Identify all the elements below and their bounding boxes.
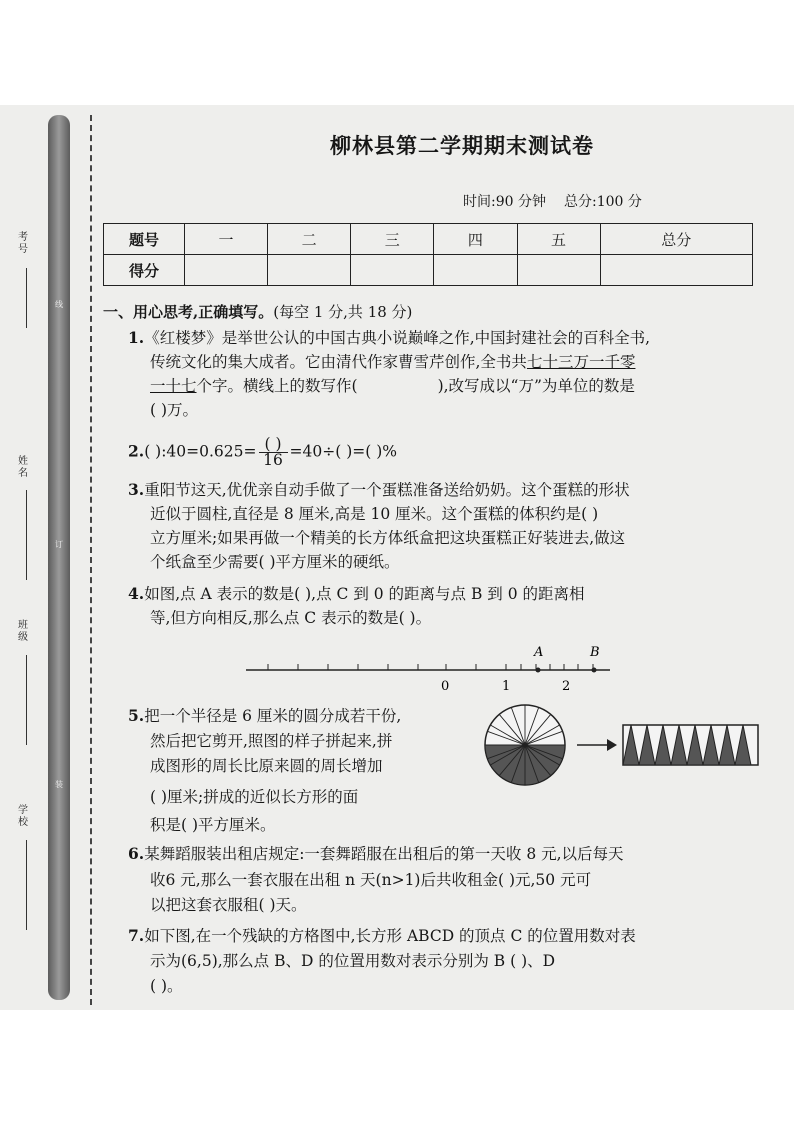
q2-text[interactable]: =40÷( )=( )% <box>289 442 398 461</box>
class-line[interactable] <box>26 655 27 745</box>
q2-fraction-denominator: 16 <box>263 451 283 469</box>
school-label: 学校 <box>18 805 28 828</box>
q1-text: 个字。横线上的数写作( <box>196 377 358 395</box>
q1-line-4[interactable]: ( )万。 <box>150 401 199 419</box>
score-table-header-cell: 四 <box>434 224 517 255</box>
binding-char: 装 <box>55 780 63 789</box>
exam-no-label: 考号 <box>18 232 28 255</box>
score-table-header-cell: 题号 <box>104 224 185 255</box>
question-number: 6. <box>128 844 145 863</box>
score-table-header-cell: 五 <box>517 224 600 255</box>
score-row-label: 得分 <box>104 255 185 286</box>
binding-strip <box>48 115 70 1000</box>
number-line-ticks <box>268 664 593 670</box>
q1-underlined-number: 七十三万一千零 <box>526 353 636 371</box>
q3-text: 重阳节这天,优优亲自动手做了一个蛋糕准备送给奶奶。这个蛋糕的形状 <box>144 481 630 499</box>
q2-line <box>128 437 397 468</box>
q7-line-3[interactable]: ( )。 <box>150 977 183 995</box>
point-a-label: A <box>534 645 544 660</box>
right-arrow-icon <box>575 735 619 755</box>
tick-label-0: 0 <box>441 679 450 694</box>
score-cell[interactable] <box>268 255 351 286</box>
q4-text[interactable]: 如图,点 A 表示的数是( ),点 C 到 0 的距离与点 B 到 0 的距离相 <box>144 585 585 603</box>
q1-line-1 <box>128 328 650 348</box>
q1-underlined-number: 一十七 <box>150 377 197 395</box>
q5-line-2: 然后把它剪开,照图的样子拼起来,拼 <box>150 732 393 750</box>
q5-line-5[interactable]: 积是( )平方厘米。 <box>150 816 276 834</box>
score-table <box>103 223 753 286</box>
q4-line-2[interactable]: 等,但方向相反,那么点 C 表示的数是( )。 <box>150 609 432 627</box>
exam-info <box>463 191 660 211</box>
time-limit: 时间:90 分钟 <box>463 194 546 210</box>
cut-line <box>90 115 92 1005</box>
q1-text: ),改写成以“万”为单位的数是 <box>437 377 635 395</box>
point-a <box>536 668 541 673</box>
q6-line-1 <box>128 844 624 864</box>
binding-char: 订 <box>55 540 63 549</box>
q7-line-1 <box>128 926 636 946</box>
q5-line-1 <box>128 706 401 726</box>
point-b-label: B <box>590 645 600 660</box>
score-table-header-cell: 一 <box>185 224 268 255</box>
tick-label-2: 2 <box>562 679 571 694</box>
score-table-header-row <box>104 224 753 255</box>
name-label: 姓名 <box>18 456 28 479</box>
question-number: 1. <box>128 328 145 347</box>
score-cell[interactable] <box>600 255 752 286</box>
section-note: (每空 1 分,共 18 分) <box>273 303 413 321</box>
q3-line-4[interactable]: 个纸盒至少需要( )平方厘米的硬纸。 <box>150 553 400 571</box>
question-number: 2. <box>128 441 145 461</box>
divided-circle-figure <box>483 703 567 787</box>
q6-line-3[interactable]: 以把这套衣服租( )天。 <box>150 896 307 914</box>
score-table-header-cell: 总分 <box>600 224 752 255</box>
score-table-score-row <box>104 255 753 286</box>
exam-no-line[interactable] <box>26 268 27 328</box>
question-number: 5. <box>128 706 145 725</box>
score-table-header-cell: 二 <box>268 224 351 255</box>
question-number: 3. <box>128 480 145 499</box>
tick-label-1: 1 <box>502 679 511 694</box>
q5-text: 把一个半径是 6 厘米的圆分成若干份, <box>144 707 402 725</box>
point-b <box>592 668 597 673</box>
q1-line-3 <box>150 376 635 396</box>
score-cell[interactable] <box>434 255 517 286</box>
q1-line-2 <box>150 352 635 372</box>
q3-line-1 <box>128 480 630 500</box>
q7-text: 如下图,在一个残缺的方格图中,长方形 ABCD 的顶点 C 的位置用数对表 <box>144 927 636 945</box>
question-number: 4. <box>128 584 145 603</box>
q2-fraction-numerator[interactable]: ( ) <box>259 437 288 453</box>
class-label: 班级 <box>18 620 28 643</box>
total-score: 总分:100 分 <box>563 194 642 210</box>
score-table-header-cell: 三 <box>351 224 434 255</box>
question-number: 7. <box>128 926 145 945</box>
score-cell[interactable] <box>185 255 268 286</box>
q3-line-3: 立方厘米;如果再做一个精美的长方体纸盒把这块蛋糕正好装进去,做这 <box>150 529 626 547</box>
score-cell[interactable] <box>351 255 434 286</box>
page-title: 柳林县第二学期期末测试卷 <box>330 133 594 158</box>
q1-text: 传统文化的集大成者。它由清代作家曹雪芹创作,全书共 <box>150 353 527 371</box>
name-line[interactable] <box>26 490 27 580</box>
q5-line-4[interactable]: ( )厘米;拼成的近似长方形的面 <box>150 788 359 806</box>
school-line[interactable] <box>26 840 27 930</box>
number-line-diagram <box>238 630 618 696</box>
section-title: 一、用心思考,正确填写。 <box>103 303 274 321</box>
q4-line-1 <box>128 584 585 604</box>
q7-line-2[interactable]: 示为(6,5),那么点 B、D 的位置用数对表示分别为 B ( )、D <box>150 952 556 970</box>
q5-line-3: 成图形的周长比原来圆的周长增加 <box>150 757 383 775</box>
score-cell[interactable] <box>517 255 600 286</box>
section-heading <box>103 301 412 322</box>
binding-char: 线 <box>55 300 63 309</box>
approx-rectangle-figure <box>622 723 760 767</box>
q1-text: 《红楼梦》是举世公认的中国古典小说巅峰之作,中国封建社会的百科全书, <box>144 329 651 347</box>
q6-line-2[interactable]: 收6 元,那么一套衣服在出租 n 天(n>1)后共收租金( )元,50 元可 <box>150 871 592 889</box>
q2-text[interactable]: ( ):40=0.625= <box>144 442 257 461</box>
q3-line-2[interactable]: 近似于圆柱,直径是 8 厘米,高是 10 厘米。这个蛋糕的体积约是( ) <box>150 505 599 523</box>
q2-fraction <box>259 437 288 468</box>
q6-text: 某舞蹈服装出租店规定:一套舞蹈服在出租后的第一天收 8 元,以后每天 <box>144 845 624 863</box>
